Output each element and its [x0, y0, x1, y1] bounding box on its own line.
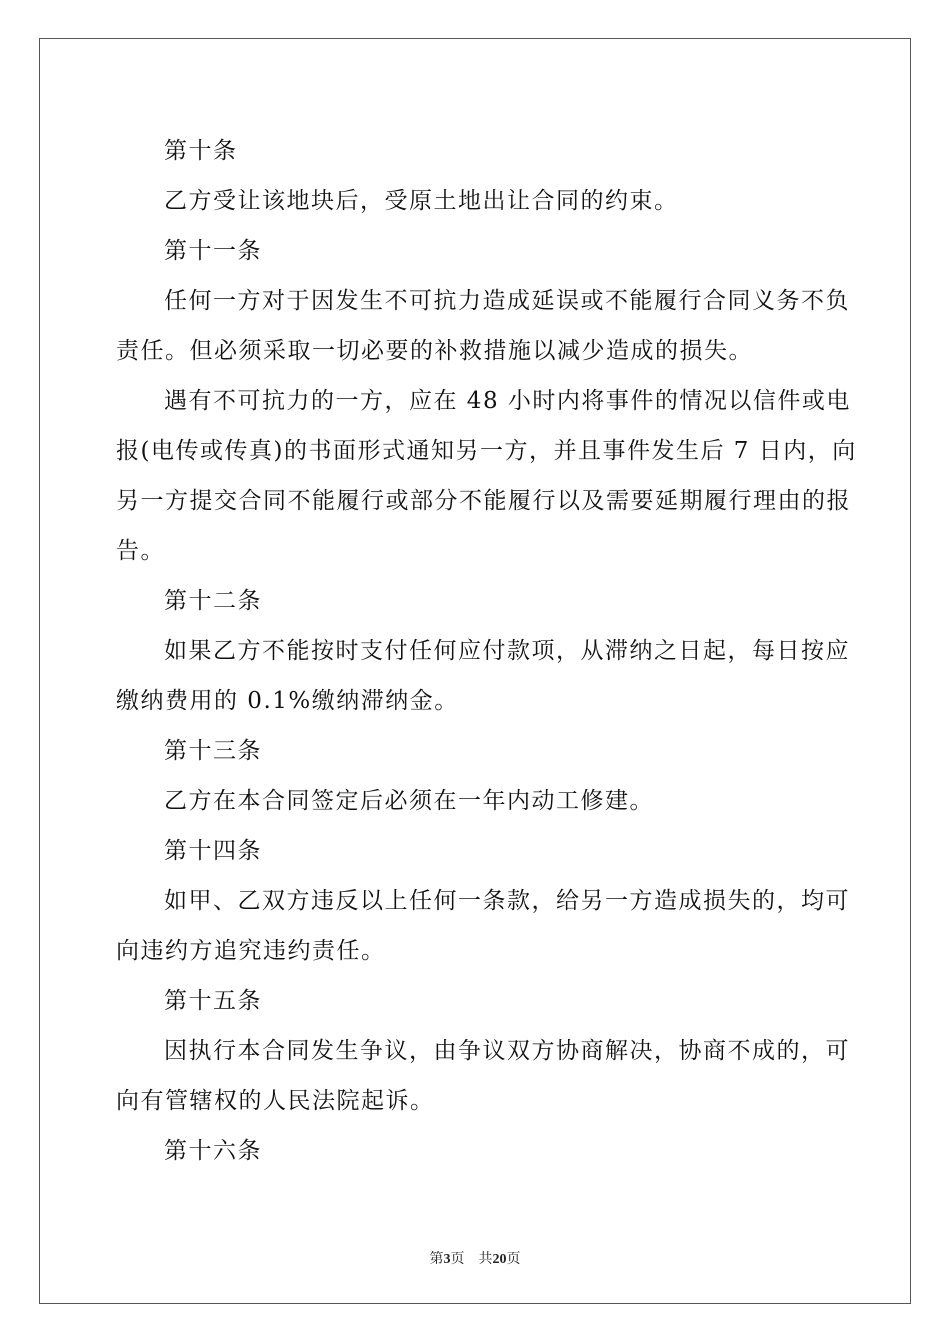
article-14-text-line-1: 如甲、乙双方违反以上任何一条款，给另一方造成损失的，均可: [164, 888, 850, 914]
article-11-paragraph-2-line-3: 另一方提交合同不能履行或部分不能履行以及需要延期履行理由的报: [116, 488, 851, 514]
total-pages: 20: [492, 1252, 507, 1267]
article-10-text: 乙方受让该地块后，受原土地出让合同的约束。: [164, 188, 679, 214]
article-11-heading: 第十一条: [164, 238, 262, 264]
document-body: [116, 126, 857, 1176]
article-11-paragraph-2-line-2: 报(电传或传真)的书面形式通知另一方，并且事件发生后 7 日内，向: [116, 438, 857, 464]
page-number: 3: [443, 1252, 451, 1267]
article-11-paragraph-2-line-1: 遇有不可抗力的一方，应在 48 小时内将事件的情况以信件或电: [164, 388, 851, 414]
article-15-text-line-2: 向有管辖权的人民法院起诉。: [116, 1088, 435, 1114]
article-14-heading: 第十四条: [164, 838, 262, 864]
article-15-heading: 第十五条: [164, 988, 262, 1014]
total-suffix: 页: [506, 1252, 521, 1267]
page-prefix: 第: [429, 1252, 444, 1267]
page-suffix: 页: [450, 1252, 465, 1267]
article-14-text-line-2: 向违约方追究违约责任。: [116, 938, 386, 964]
article-10-heading: 第十条: [164, 138, 238, 164]
total-prefix: 共: [478, 1252, 493, 1267]
article-13-heading: 第十三条: [164, 738, 262, 764]
article-15-text-line-1: 因执行本合同发生争议，由争议双方协商解决，协商不成的，可: [164, 1038, 850, 1064]
article-11-paragraph-2-line-4: 告。: [116, 538, 165, 564]
article-16-heading: 第十六条: [164, 1138, 262, 1164]
article-11-paragraph-1-line-1: 任何一方对于因发生不可抗力造成延误或不能履行合同义务不负: [164, 288, 850, 314]
article-12-text-line-1: 如果乙方不能按时支付任何应付款项，从滞纳之日起，每日按应: [164, 638, 850, 664]
article-11-paragraph-1-line-2: 责任。但必须采取一切必要的补救措施以减少造成的损失。: [116, 338, 753, 364]
page-footer: [0, 1248, 950, 1268]
article-13-text: 乙方在本合同签定后必须在一年内动工修建。: [164, 788, 654, 814]
article-12-heading: 第十二条: [164, 588, 262, 614]
article-12-text-line-2: 缴纳费用的 0.1%缴纳滞纳金。: [116, 688, 459, 714]
